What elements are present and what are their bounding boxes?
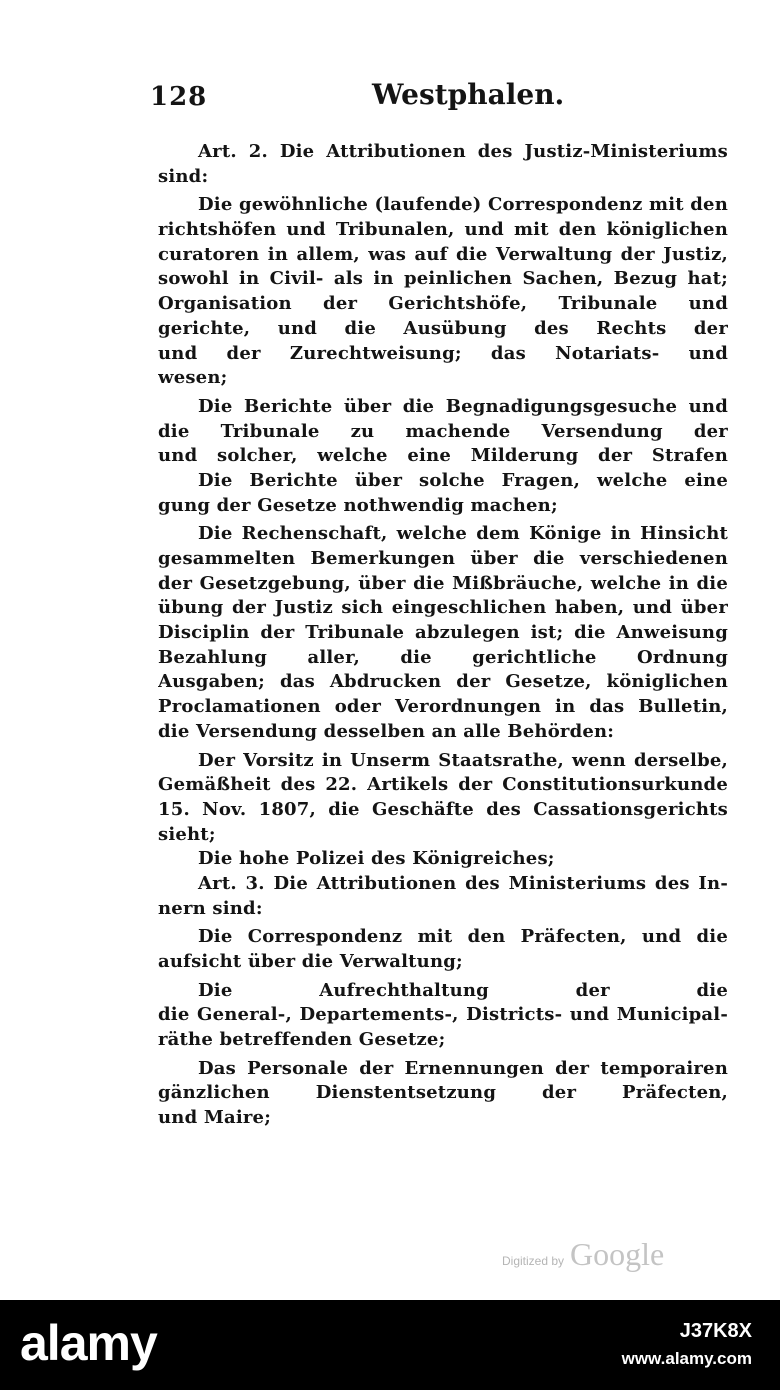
stock-url: www.alamy.com bbox=[621, 1349, 752, 1368]
text-line: Art. 2. Die Attributionen des Justiz-Ministeriums bbox=[198, 141, 728, 162]
text-line: Der Vorsitz in Unserm Staatsrathe, wenn derselbe, bbox=[198, 749, 728, 771]
stock-footer-bar bbox=[0, 1300, 780, 1390]
text-line: Die Correspondenz mit den Präfecten, und die bbox=[198, 926, 728, 948]
watermark-prefix: Digitized by bbox=[502, 1254, 565, 1268]
stock-logo: alamy bbox=[20, 1315, 157, 1371]
text-line: und der Zurechtweisung; das Notariats- und bbox=[158, 342, 728, 364]
text-line: Disciplin der Tribunale abzulegen ist; die Anweisung bbox=[158, 622, 728, 644]
text-line: curatoren in allem, was auf die Verwaltung der Justiz, bbox=[158, 243, 728, 265]
text-line: Die Rechenschaft, welche dem Könige in Hinsicht bbox=[198, 523, 728, 545]
text-line: Art. 3. Die Attributionen des Ministeriums des In- bbox=[198, 872, 728, 894]
text-line: gänzlichen Dienstentsetzung der Präfecten, bbox=[158, 1082, 728, 1104]
text-line: wesen; bbox=[158, 367, 228, 389]
text-line: Die gewöhnliche (laufende) Correspondenz mit den bbox=[198, 194, 728, 216]
text-line: gung der Gesetze nothwendig machen; bbox=[158, 494, 558, 516]
text-line: Proclamationen oder Verordnungen in das Bulletin, bbox=[158, 696, 728, 718]
text-line: sowohl in Civil- als in peinlichen Sachen, Bezug hat; bbox=[158, 268, 728, 290]
body-text bbox=[158, 140, 728, 1131]
text-line: gerichte, und die Ausübung des Rechts der bbox=[158, 317, 728, 339]
text-line: Die Aufrechthaltung der die bbox=[198, 979, 728, 1001]
text-line: Bezahlung aller, die gerichtliche Ordnung bbox=[158, 646, 728, 668]
digitized-watermark bbox=[502, 1236, 664, 1273]
text-line: nern sind: bbox=[158, 897, 263, 919]
running-title: Westphalen. bbox=[372, 78, 565, 111]
text-line: räthe betreffenden Gesetze; bbox=[158, 1029, 446, 1051]
text-line: die General-, Departements-, Districts- und Municipal- bbox=[158, 1004, 728, 1026]
text-line: die Tribunale zu machende Versendung der bbox=[158, 420, 728, 442]
text-line: übung der Justiz sich eingeschlichen haben, und über bbox=[158, 597, 728, 619]
text-line: Das Personale der Ernennungen der temporairen bbox=[198, 1057, 728, 1079]
text-line: sieht; bbox=[158, 823, 216, 845]
watermark-brand: Google bbox=[570, 1236, 665, 1272]
text-line: die Versendung desselben an alle Behörden: bbox=[158, 720, 615, 742]
text-line: 15. Nov. 1807, die Geschäfte des Cassationsgerichts bbox=[158, 798, 728, 820]
text-line: Die hohe Polizei des Königreiches; bbox=[198, 848, 555, 870]
text-line: und solcher, welche eine Milderung der Strafen bbox=[158, 445, 728, 467]
text-line: und Maire; bbox=[158, 1107, 272, 1129]
text-line: sind: bbox=[158, 165, 209, 187]
page-header bbox=[150, 78, 730, 122]
text-line: Die Berichte über solche Fragen, welche eine bbox=[198, 469, 728, 491]
text-line: aufsicht über die Verwaltung; bbox=[158, 951, 463, 972]
page-number: 128 bbox=[150, 82, 208, 112]
text-line: richtshöfen und Tribunalen, und mit den königlichen bbox=[158, 219, 728, 241]
text-line: Die Berichte über die Begnadigungsgesuche und bbox=[198, 395, 728, 417]
text-line: Organisation der Gerichtshöfe, Tribunale und bbox=[158, 293, 728, 315]
stock-meta bbox=[622, 1320, 752, 1369]
text-line: der Gesetzgebung, über die Mißbräuche, welche in die bbox=[158, 572, 728, 594]
text-line: Ausgaben; das Abdrucken der Gesetze, königlichen bbox=[158, 671, 728, 693]
text-line: gesammelten Bemerkungen über die verschiedenen bbox=[158, 548, 728, 569]
text-line: Gemäßheit des 22. Artikels der Constitutionsurkunde bbox=[158, 774, 728, 796]
stock-image-id: J37K8X bbox=[679, 1320, 752, 1342]
